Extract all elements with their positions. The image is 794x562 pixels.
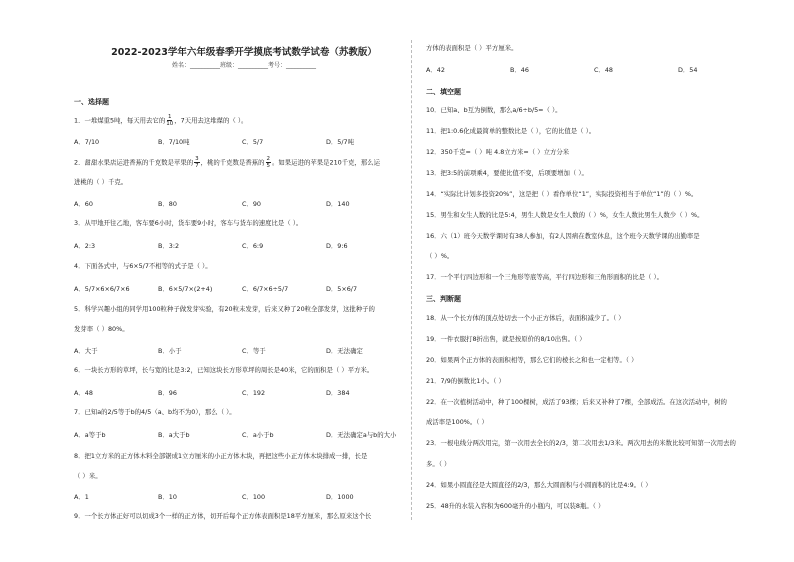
option-c[interactable]: C．100: [242, 493, 266, 501]
question-4: 4．下面各式中，与6×5/7不相等的式子是（ ）。: [74, 262, 212, 270]
question-2: 2．甜甜水果店运进香蕉的千克数是苹果的 $\frac{3}{7}$ ，桃的千克数是香蕉的 $\frac{2}{5}$ 。如果运进的苹果是210千克，那么运: [74, 156, 381, 169]
question-6: 6．一块长方形的草坪，长与宽的比是3:2，已知这块长方形草坪的周长是40米，它的面积是（ ）平方米。: [74, 366, 374, 374]
question-19: 19．一件衣服打8折出售，就是按原价的8/10出售。（ ）: [426, 335, 586, 343]
question-22-cont: 成活率是100%。（ ）: [426, 418, 488, 426]
question-11: 11．把1:0.6化成最简单的整数比是（ ），它的比值是（ ）。: [426, 127, 596, 135]
question-8-cont: （ ）米。: [74, 472, 102, 480]
option-a[interactable]: A．48: [74, 389, 93, 397]
question-1: 1．一堆煤重5吨，每天用去它的 $\frac{1}{10}$ ，7天用去这堆煤的（ ）。: [74, 114, 248, 127]
option-c[interactable]: C．a小于b: [242, 431, 274, 439]
option-c[interactable]: C．5/7: [242, 138, 264, 146]
question-7: 7．已知a的2/5等于b的4/5（a、b均不为0），那么（ ）。: [74, 408, 236, 416]
option-a[interactable]: A．大于: [74, 347, 98, 355]
question-16: 16．六（1）班今天数学课时有38人参加，有2人因病在教室休息，这个班今天数学课的出勤率是: [426, 232, 700, 240]
question-24: 24．如果小圆直径是大圆直径的2/3，那么大圆面积与小圆面积的比是4:9。（ ）: [426, 481, 652, 489]
question-5: 5．科学兴趣小组的同学用100粒种子做发芽实验，有20粒未发芽，后来又种了20粒全部发芽，这批种子的: [74, 305, 375, 313]
fraction: $\frac{1}{10}$: [166, 114, 174, 127]
question-4-options: [74, 284, 410, 293]
question-5-options: [74, 346, 410, 355]
question-15: 15．男生和女生人数的比是5:4，男生人数是女生人数的（ ）%，女生人数比男生人数少（ ）%。: [426, 211, 704, 219]
section-judge: 三、判断题: [426, 295, 461, 303]
question-9-options: [426, 65, 762, 74]
option-d[interactable]: D．5×6/7: [326, 285, 358, 293]
option-b[interactable]: B．96: [158, 389, 177, 397]
option-d[interactable]: D．1000: [326, 493, 354, 501]
exam-title: 2022-2023学年六年级春季开学摸底考试数学试卷（苏教版）: [111, 47, 377, 58]
option-b[interactable]: B．80: [158, 200, 177, 208]
fraction: $\frac{3}{7}$: [195, 156, 199, 169]
question-17: 17．一个平行四边形和一个三角形等底等高，平行四边形和三角形面积的比是（ ）。: [426, 273, 664, 281]
option-a[interactable]: A．1: [74, 493, 89, 501]
fraction: $\frac{2}{5}$: [266, 156, 271, 169]
question-8: 8．把1立方米的正方体木料全部锯成1立方厘米的小正方体木块，再把这些小正方体木块排成一排，长是: [74, 452, 368, 460]
question-5-cont: 发芽率（ ）80%。: [74, 325, 129, 333]
option-b[interactable]: B．7/10吨: [158, 138, 190, 146]
question-21: 21．7/9的倒数比1小。（ ）: [426, 377, 505, 385]
question-16-cont: （ ）%。: [426, 252, 454, 260]
question-10: 10．已知a、b互为倒数，那么a/6÷b/5=（ ）。: [426, 106, 562, 114]
option-a[interactable]: A．60: [74, 200, 93, 208]
option-b[interactable]: B．a大于b: [158, 431, 190, 439]
question-9: 9．一个长方体正好可以切成3个一样的正方体，切开后每个正方体表面积是18平方厘米，那么原来这个长: [74, 512, 372, 520]
question-18: 18．从一个长方体的顶点处切去一个小正方体后，表面积减少了。（ ）: [426, 314, 625, 322]
option-a[interactable]: A．7/10: [74, 138, 100, 146]
option-b[interactable]: B．小于: [158, 347, 182, 355]
question-23: 23．一根电线分两次用完，第一次用去全长的2/3，第二次用去1/3米。两次用去的米数比较可知第一次用去的: [426, 439, 736, 447]
question-3-options: [74, 241, 410, 250]
section-fill-blank: 二、填空题: [426, 88, 461, 96]
question-9-cont: 方体的表面积是（ ）平方厘米。: [426, 44, 518, 52]
question-22: 22．在一次植树活动中，种了100棵树，成活了93棵；后来又补种了7棵，全部成活。在这次活动中，树的: [426, 398, 727, 406]
question-20: 20．如果两个正方体的表面积相等，那么它们的棱长之和也一定相等。（ ）: [426, 356, 638, 364]
question-2-cont: 进桃的（ ）千克。: [74, 178, 128, 186]
question-3: 3．从甲地开往乙地，客车要6小时，货车要9小时，客车与货车的速度比是（ ）。: [74, 219, 303, 227]
left-column: [74, 0, 444, 562]
question-7-options: [74, 430, 410, 439]
question-2-options: [74, 199, 410, 208]
option-c[interactable]: C．48: [594, 66, 613, 74]
option-c[interactable]: C．6:9: [242, 242, 264, 250]
option-d[interactable]: D．384: [326, 389, 350, 397]
question-14: 14．“实际比计划多投资20%”，这是把（ ）看作单位“1”，实际投资相当于单位“1”的（ ）%。: [426, 190, 698, 198]
question-8-options: [74, 492, 410, 501]
option-d[interactable]: D．无法确定a与b的大小: [326, 431, 397, 439]
option-d[interactable]: D．5/7吨: [326, 138, 354, 146]
option-d[interactable]: D．140: [326, 200, 350, 208]
right-column: [426, 0, 794, 562]
option-c[interactable]: C．等于: [242, 347, 266, 355]
question-23-cont: 多。（ ）: [426, 460, 451, 468]
option-a[interactable]: A．42: [426, 66, 445, 74]
option-b[interactable]: B．46: [510, 66, 529, 74]
question-13: 13．把3:5的前项乘4，要使比值不变，后项要增加（ ）。: [426, 169, 588, 177]
option-c[interactable]: C．6/7×6÷5/7: [242, 285, 289, 293]
option-b[interactable]: B．10: [158, 493, 177, 501]
question-6-options: [74, 388, 410, 397]
option-c[interactable]: C．90: [242, 200, 261, 208]
option-a[interactable]: A．2:3: [74, 242, 96, 250]
section-choice: 一、选择题: [74, 98, 109, 106]
student-info-line: 姓名：__________班级：__________考号：__________: [171, 62, 316, 69]
option-d[interactable]: D．无法确定: [326, 347, 363, 355]
question-1-options: [74, 137, 410, 146]
question-12: 12．350千克=（ ）吨 4.8立方米=（ ）立方分米: [426, 148, 570, 156]
option-a[interactable]: A．5/7×6×6/7×6: [74, 285, 130, 293]
option-c[interactable]: C．192: [242, 389, 266, 397]
option-b[interactable]: B．6×5/7×(2+4): [158, 285, 213, 293]
option-b[interactable]: B．3:2: [158, 242, 180, 250]
option-a[interactable]: A．a等于b: [74, 431, 106, 439]
option-d[interactable]: D．9:6: [326, 242, 348, 250]
question-25: 25．48升的水装入容积为600毫升的小瓶内，可以装8瓶。（ ）: [426, 502, 605, 510]
option-d[interactable]: D．54: [678, 66, 698, 74]
